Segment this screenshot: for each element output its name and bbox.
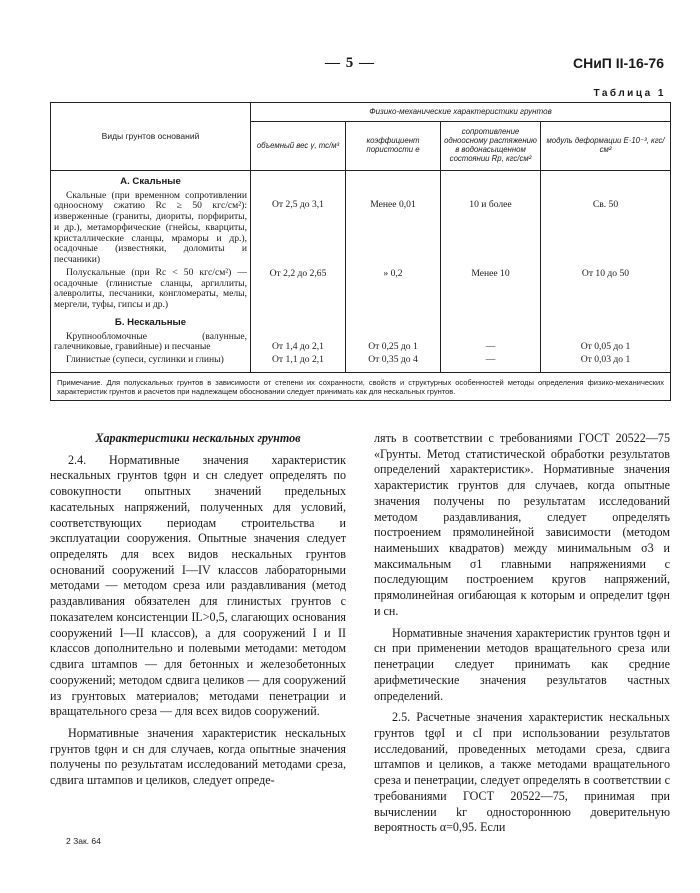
row-tensile-resistance: —: [441, 354, 541, 372]
left-column: [50, 431, 346, 836]
soil-table: [50, 102, 671, 401]
row-description: [51, 267, 251, 312]
row-description-text: Полускальные (при Rс < 50 кгс/см²) — осадочные (глинистые сланцы, аргиллиты, алевролиты, песчаники, конгломераты, мелы, мергели, туфы, гипсы и др.): [54, 266, 247, 311]
row-description-text: Скальные (при временном сопротивлении одноосному сжатию Rс ≥ 50 кгс/см²): изверженные (граниты, диориты, порфириты, и др.), метаморфические (гнейсы, кварциты, кристаллические сланцы, мраморы и др.), осадочные (известняки, доломиты и песчаники): [54, 189, 247, 266]
header-deformation-modulus: модуль деформации Е·10⁻³, кгс/см²: [541, 122, 671, 171]
row-deformation-modulus: Св. 50: [541, 190, 671, 267]
header-tensile-resistance: сопротивление одноосному растяжению в водонасыщенном состоянии Rр, кгс/см²: [441, 122, 541, 171]
table-row: [51, 331, 671, 354]
header-unit-weight: объемный вес γ, тс/м³: [251, 122, 346, 171]
row-deformation-modulus: От 10 до 50: [541, 267, 671, 312]
row-porosity: Менее 0,01: [346, 190, 441, 267]
row-deformation-modulus: От 0,05 до 1: [541, 331, 671, 354]
section-title-nonrock: Б. Нескальные: [51, 312, 251, 331]
row-porosity: » 0,2: [346, 267, 441, 312]
row-description: [51, 354, 251, 372]
table-row: [51, 190, 671, 267]
row-unit-weight: От 1,1 до 2,1: [251, 354, 346, 372]
header-soil-type: Виды грунтов оснований: [51, 103, 251, 171]
row-tensile-resistance: 10 и более: [441, 190, 541, 267]
table-label: Таблица 1: [593, 88, 666, 99]
section-heading: Характеристики нескальных грунтов: [95, 431, 301, 445]
row-description-text: Глинистые (супеси, суглинки и глины): [66, 354, 224, 366]
header-porosity: коэффициент пористости е: [346, 122, 441, 171]
section-row-rock: [51, 171, 671, 190]
paragraph-continuation: лять в соответствии с требованиями ГОСТ 20522—75 «Грунты. Метод статистической обработки результатов определений характеристик». Нормативные значения характеристик грунтов для случаев, когда опытные значения получены по результатам исследований методом раздавливания, следует определять построением прямолинейной зависимости (методом наименьших квадратов) между минимальным σ3 и максимальным σ1 главными напряжениями с последующим построением кругов напряжений, прямолинейная огибающая к которым и определит tgφн и cн.: [374, 431, 670, 618]
header-properties-group: Физико-механические характеристики грунтов: [251, 103, 671, 122]
row-unit-weight: От 1,4 до 2,1: [251, 331, 346, 354]
table-row: [51, 267, 671, 312]
page-number: — 5 —: [325, 55, 375, 71]
row-deformation-modulus: От 0,03 до 1: [541, 354, 671, 372]
row-tensile-resistance: —: [441, 331, 541, 354]
document-code: СНиП II-16-76: [572, 55, 664, 71]
paragraph-normative-vane: Нормативные значения характеристик грунтов tgφн и cн при применении методов вращательного среза или пенетрации следует принимать как средние арифметические значения результатов частных определений.: [374, 625, 670, 703]
row-description: [51, 190, 251, 267]
soil-properties-table: [50, 102, 670, 401]
row-description: [51, 331, 251, 354]
paragraph-2-5: 2.5. Расчетные значения характеристик нескальных грунтов tgφI и cI при использовании результатов исследований, проведенных методами среза, сдвига штампов и целиков, а также методами вращательного среза и пенетрации, следует определять в соответствии с требованиями ГОСТ 20522—75, принимая при вычислении kг одностороннюю доверительную вероятность α=0,95. Если: [374, 710, 670, 835]
paragraph-2-4: 2.4. Нормативные значения характеристик нескальных грунтов tgφн и cн следует определять по совокупности опытных значений предельных касательных напряжений, полученных для условий, соответствующих периодам строительства и эксплуатации сооружения. Опытные значения следует определять для всех видов нескальных грунтов оснований сооружений I—IV классов лабораторными методами — методом среза или раздавливания (метод раздавливания обязателен для глинистых грунтов с показателем консистенции IL>0,5, слагающих основания сооружений I—II классов), а для сооружений I и II классов дополнительно и полевыми методами: методом сдвига штампов — для бетонных и железобетонных сооружений; методом сдвига целиков — для сооружений из грунтовых материалов; методами пенетрации и вращательного среза — для всех видов сооружений.: [50, 452, 346, 719]
row-description-text: Крупнообломочные (валунные, галечниковые, гравийные) и песчаные: [54, 330, 247, 353]
table-note: Примечание. Для полускальных грунтов в зависимости от степени их сохранности, свойств и структурных особенностей методы определения физико-механических характеристик грунтов и расчетов при надлежащем обосновании следует принимать как для нескальных грунтов.: [51, 372, 671, 400]
right-column: [374, 431, 670, 836]
paragraph-normative-shear: Нормативные значения характеристик нескальных грунтов tgφн и cн для случаев, когда опытные значения получены по результатам исследований методами среза, сдвига штампов и целиков, следует опреде-: [50, 725, 346, 788]
footer-print-mark: 2 Зак. 64: [66, 836, 101, 846]
row-porosity: От 0,35 до 4: [346, 354, 441, 372]
table-note-row: [51, 372, 671, 400]
row-unit-weight: От 2,2 до 2,65: [251, 267, 346, 312]
body-text: [50, 431, 670, 836]
row-unit-weight: От 2,5 до 3,1: [251, 190, 346, 267]
row-tensile-resistance: Менее 10: [441, 267, 541, 312]
section-title-rock: А. Скальные: [51, 171, 251, 190]
row-porosity: От 0,25 до 1: [346, 331, 441, 354]
section-row-nonrock: [51, 312, 671, 331]
table-row: [51, 354, 671, 372]
